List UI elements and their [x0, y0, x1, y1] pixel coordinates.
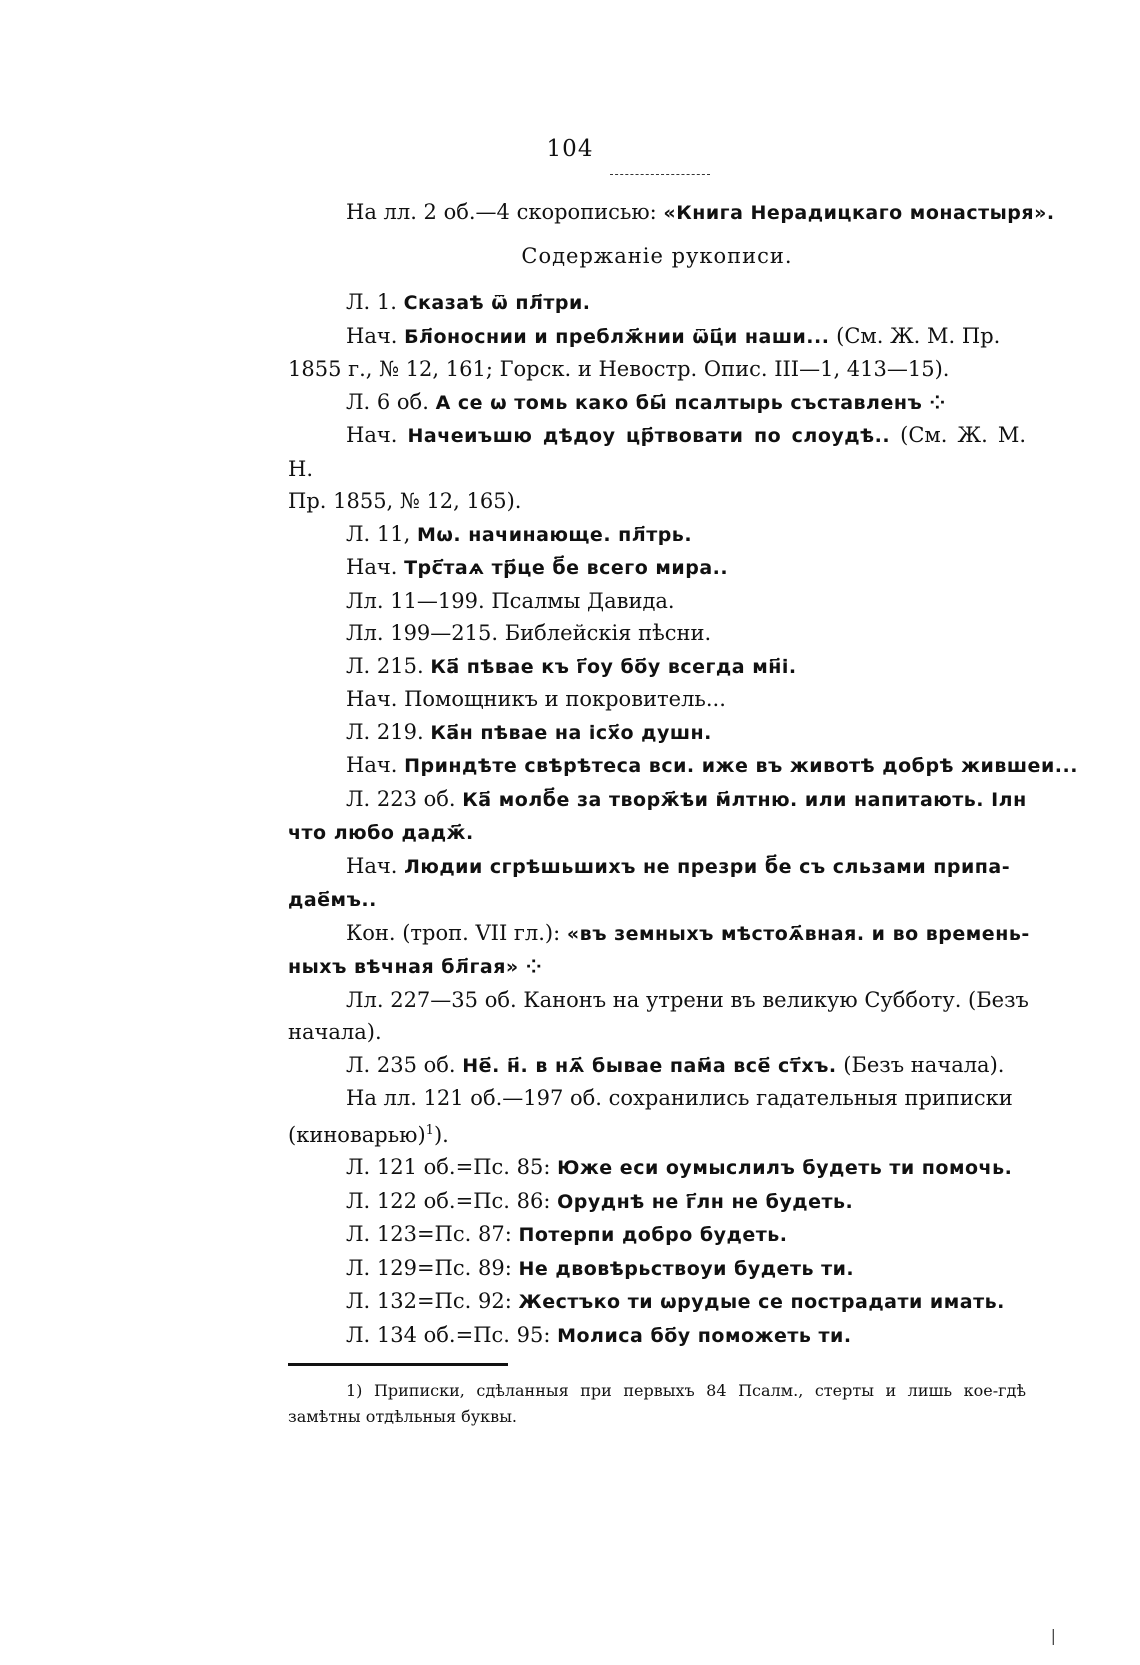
text-line: Л. 134 об.=Пс. 95: Молиса бо҃у поможеть ти. [346, 1322, 852, 1347]
page-number: 104 [546, 136, 594, 162]
footnote-rule [288, 1363, 508, 1366]
text-line: Л. 121 об.=Пс. 85: Юже еси оумыслилъ будеть ти помочь. [346, 1155, 1013, 1179]
text-line: Лл. 227—35 об. Канонъ на утрени въ великую Субботу. (Безъ [346, 987, 1029, 1012]
text-line: что любо дадж҃. [288, 822, 474, 844]
footnote: 1) Приписки, сдѣланныя при первыхъ 84 Псалм., стерты и лишь кое-гдѣ замѣтны отдѣльныя буквы. [288, 1381, 1026, 1426]
text-line: Л. 1. Сказаѣ ѿ пл҃три. [346, 290, 591, 314]
footnote-ref: 1 [425, 1122, 434, 1138]
text-line: Нач. Приндѣте свѣрѣтеса вси. иже въ животѣ добрѣ жившеи... [346, 753, 1078, 777]
page-number-rule [610, 174, 710, 175]
text-paragraph: Нач. Бл҃оноснии и преблж҃нии ѿц҃и наши... (См. Ж. М. Пр. [346, 323, 1001, 348]
text-line: Пр. 1855, № 12, 165). [288, 489, 522, 513]
margin-mark: | [1050, 1626, 1056, 1645]
text-paragraph: Нач. Начеиъшю дѣдоу цр҃твовати по слоудѣ.. (См. Ж. М. Н. [288, 423, 1026, 481]
text-line: дае҃мъ.. [288, 889, 377, 911]
text-line: Л. 129=Пс. 89: Не двовѣрьствоуи будеть ти. [346, 1255, 855, 1280]
text-line: 1855 г., № 12, 161; Горск. и Невостр. Опис. III—1, 413—15). [288, 357, 950, 381]
text-line: Л. 223 об. Ка҃ молб҃е за творж҃ѣи м҃лтню. или напитають. Ілн [346, 786, 1027, 811]
text-line: Лл. 11—199. Псалмы Давида. [346, 588, 675, 613]
text-line: Лл. 199—215. Библейскія пѣсни. [346, 621, 712, 645]
text-line: Кон. (троп. VII гл.): «въ земныхъ мѣстоѧ҃вная. и во времень- [346, 920, 1030, 945]
text-line: Л. 6 об. А се ѡ томь како бы҃ псалтырь съставленъ ⁘ [346, 389, 946, 414]
text-line: Л. 11, Мѡ. начинающе. пл҃трь. [346, 521, 693, 546]
text-line: Л. 219. Ка҃н пѣвае на ісх҃о душн. [346, 719, 712, 744]
text-line: Л. 235 об. Не҃. н҃. в нѧ҃ бывае пам҃а все҃ ст҃хъ. (Безъ начала). [346, 1052, 1005, 1077]
text-line: На лл. 121 об.—197 об. сохранились гадательныя приписки [346, 1086, 1013, 1110]
text-line: (киноварью)$^1$). [288, 1122, 449, 1147]
section-heading: Содержаніе рукописи. [521, 243, 793, 268]
text-line: Нач. Помощникъ и покровитель... [346, 687, 726, 711]
text-line: Нач. Трс҃таѧ тр҃це б҃е всего мира.. [346, 555, 729, 579]
body-text [288, 196, 1078, 1352]
text-line: Л. 123=Пс. 87: Потерпи добро будеть. [346, 1222, 788, 1246]
text-line: ныхъ вѣчная бл҃гая» ⁘ [288, 956, 543, 978]
text-line: начала). [288, 1020, 382, 1044]
text-line: Л. 122 об.=Пс. 86: Оруднѣ не г҃лн не будеть. [346, 1188, 854, 1213]
text-line: Нач. Людии сгрѣшьшихъ не презри б҃е съ сльзами припа- [346, 853, 1011, 878]
text-line: На лл. 2 об.—4 скорописью: «Книга Нерадицкаго монастыря». [346, 200, 1055, 224]
text-line: Л. 132=Пс. 92: Жестъко ти ѡрудые се пострадати имать. [346, 1289, 1005, 1313]
text-line: Л. 215. Ка҃ пѣвае къ г҃оу бо҃у всегда мн҃і. [346, 653, 797, 678]
